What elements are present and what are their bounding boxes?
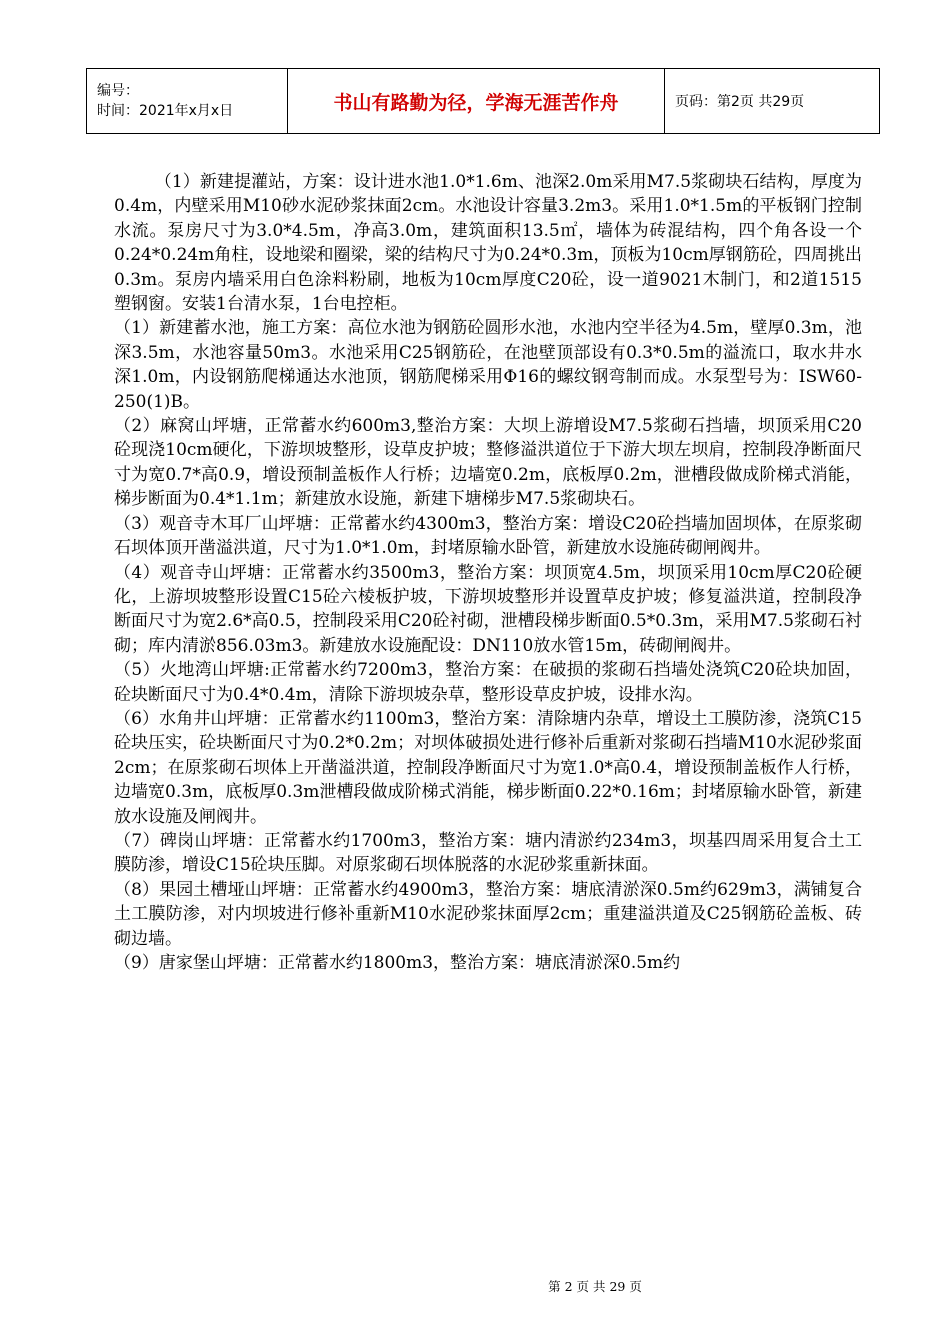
header-motto-cell [288, 69, 665, 134]
paragraph-guanyinsi-pond: （4）观音寺山坪塘：正常蓄水约3500m3，整治方案：坝顶宽4.5m，坝顶采用10cm厚C20砼硬化，上游坝坡整形设置C15砼六棱板护坡，下游坝坡整形并设置草皮护坡；修复溢洪道，控制段净断面尺寸为宽2.6*高0.5，控制段采用C20砼衬砌，泄槽段梯步断面0.5*0.3m，采用M7.5浆砌石衬砌；库内清淤856.03m3。新建放水设施配设：DN110放水管15m，砖砌闸阀井。 [114, 562, 862, 656]
paragraph-pump-station: （1）新建提灌站，方案：设计进水池1.0*1.6m、池深2.0m采用M7.5浆砌块石结构，厚度为0.4m，内壁采用M10砂水泥砂浆抹面2cm。水池设计容量3.2m3。采用1.0*1.5m的平板钢门控制水流。泵房尺寸为3.0*4.5m，净高3.0m，建筑面积13.5㎡，墙体为砖混结构，四个角各设一个0.24*0.24m角柱，设地梁和圈梁，梁的结构尺寸为0.24*0.3m，顶板为10cm厚钢筋砼，四周挑出0.3m。泵房内墙采用白色涂料粉刷，地板为10cm厚度C20砼，设一道9021木制门，和2道1515塑钢窗。安装1台清水泵，1台电控柜。 [114, 172, 862, 315]
paragraph-guanyinsi-muerchang-pond: （3）观音寺木耳厂山坪塘：正常蓄水约4300m3，整治方案：增设C20砼挡墙加固坝体，在原浆砌石坝体顶开凿溢洪道，尺寸为1.0*1.0m，封堵原输水卧管，新建放水设施砖砌闸阀井。 [114, 513, 862, 559]
header-page-info: 页码：第2页 共29页 [675, 94, 805, 110]
footer-page-number: 第 2 页 共 29 页 [548, 1279, 642, 1294]
document-time-label: 时间：2021年x月x日 [97, 103, 234, 119]
paragraph-reservoir: （1）新建蓄水池，施工方案：高位水池为钢筋砼圆形水池，水池内空半径为4.5m，壁厚0.3m，池深3.5m，水池容量50m3。水池采用C25钢筋砼，在池壁顶部设有0.3*0.5m的溢流口，取水井水深1.0m，内设钢筋爬梯通达水池顶，钢筋爬梯采用Φ16的螺纹钢弯制而成。水泵型号为：ISW60-250(1)B。 [114, 318, 862, 412]
header-meta-cell [87, 69, 288, 134]
paragraph-beigang-pond: （7）碑岗山坪塘：正常蓄水约1700m3，整治方案：塘内清淤约234m3，坝基四周采用复合土工膜防渗，增设C15砼块压脚。对原浆砌石坝体脱落的水泥砂浆重新抹面。 [114, 830, 862, 876]
page-footer [0, 1277, 950, 1295]
header-page-cell [665, 69, 880, 134]
paragraph-mawoshan-pond: （2）麻窝山坪塘，正常蓄水约600m3,整治方案：大坝上游增设M7.5浆砌石挡墙，坝顶采用C20砼现浇10cm硬化，下游坝坡整形，设草皮护坡；整修溢洪道位于下游大坝左坝肩，控制段净断面尺寸为宽0.7*高0.9，增设预制盖板作人行桥；边墙宽0.2m，底板厚0.2m，泄槽段做成阶梯式消能，梯步断面为0.4*1.1m；新建放水设施，新建下塘梯步M7.5浆砌块石。 [114, 416, 862, 510]
paragraph-shuijiaojing-pond: （6）水角井山坪塘：正常蓄水约1100m3，整治方案：清除塘内杂草，增设土工膜防渗，浇筑C15砼块压实，砼块断面尺寸为0.2*0.2m；对坝体破损处进行修补后重新对浆砌石挡墙M10水泥砂浆面2cm；在原浆砌石坝体上开凿溢洪道，控制段净断面尺寸为宽1.0*高0.4，增设预制盖板作人行桥，边墙宽0.3m，底板厚0.3m泄槽段做成阶梯式消能，梯步断面0.22*0.16m；封堵原输水卧管，新建放水设施及闸阀井。 [114, 708, 862, 827]
document-header [86, 68, 880, 134]
paragraph-tangjiabao-pond: （9）唐家堡山坪塘：正常蓄水约1800m3，整治方案：塘底清淤深0.5m约 [114, 953, 681, 973]
document-body [114, 170, 862, 975]
paragraph-guoyuan-pond: （8）果园土槽垭山坪塘：正常蓄水约4900m3，整治方案：塘底清淤深0.5m约629m3，满铺复合土工膜防渗，对内坝坡进行修补重新M10水泥砂浆抹面厚2cm；重建溢洪道及C25钢筋砼盖板、砖砌边墙。 [114, 879, 862, 949]
document-number-label: 编号： [97, 83, 139, 99]
header-motto: 书山有路勤为径，学海无涯苦作舟 [333, 91, 619, 114]
paragraph-huodiwan-pond: （5）火地湾山坪塘:正常蓄水约7200m3，整治方案：在破损的浆砌石挡墙处浇筑C20砼块加固，砼块断面尺寸为0.4*0.4m，清除下游坝坡杂草，整形设草皮护坡，设排水沟。 [114, 660, 862, 705]
